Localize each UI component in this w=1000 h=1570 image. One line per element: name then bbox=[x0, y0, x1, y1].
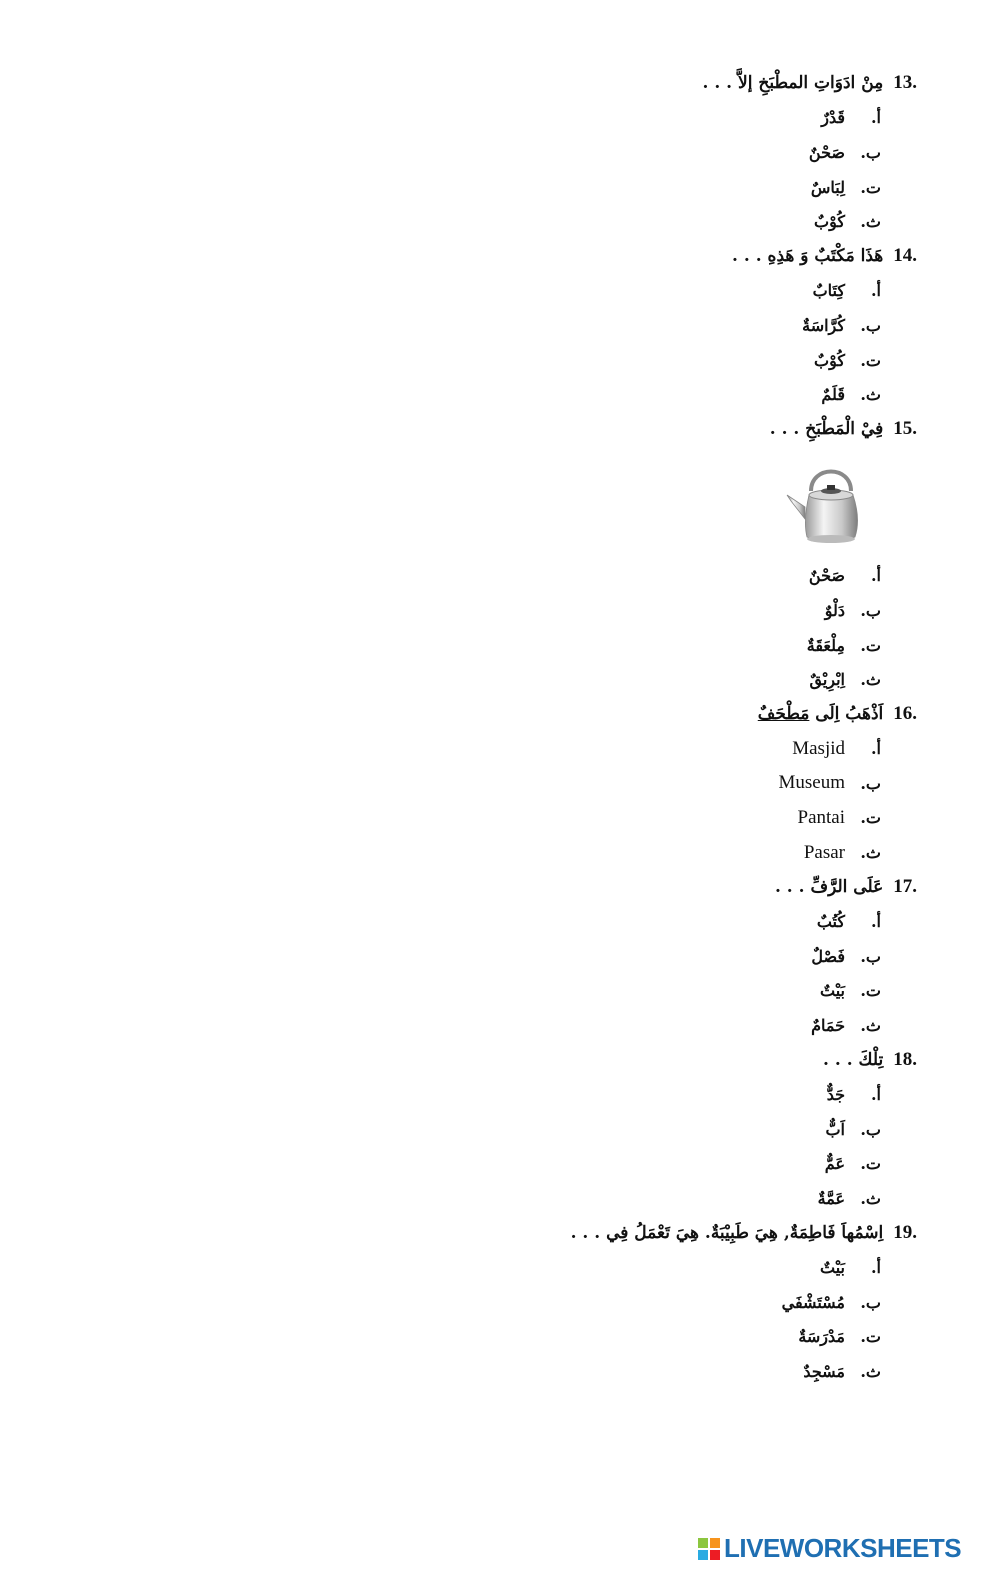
question-stem: هَذَا مَكْتَبٌ وَ هَذِهِ . . . bbox=[732, 246, 884, 267]
option-letter: ب. bbox=[860, 142, 881, 162]
question-number: 18. bbox=[893, 1049, 917, 1071]
answer-option[interactable] bbox=[397, 939, 917, 974]
answer-option[interactable] bbox=[397, 628, 917, 663]
option-text: اِبْرِيْقٌ bbox=[809, 670, 845, 690]
answer-option[interactable] bbox=[397, 1354, 917, 1389]
answer-option[interactable] bbox=[397, 1077, 917, 1112]
question-stem: مِنْ ادَوَاتِ المطْبَخِ إلاَّ . . . bbox=[702, 73, 884, 94]
option-letter: ب. bbox=[860, 1292, 881, 1312]
option-text: مَدْرَسَةٌ bbox=[798, 1327, 845, 1347]
question-stem: عَلَى الرَّفِّ . . . bbox=[774, 877, 884, 898]
question-13 bbox=[397, 66, 917, 101]
answer-option[interactable] bbox=[397, 204, 917, 239]
kettle-icon bbox=[783, 457, 875, 549]
option-text: مُسْتَشْفَي bbox=[781, 1292, 845, 1312]
option-text: Masjid bbox=[792, 737, 845, 759]
option-letter: ب. bbox=[860, 1119, 881, 1139]
answer-option[interactable] bbox=[397, 766, 917, 801]
answer-option[interactable] bbox=[397, 732, 917, 767]
logo-text: LIVEWORKSHEETS bbox=[724, 1533, 962, 1563]
option-text: كِتَابٌ bbox=[812, 281, 845, 301]
option-letter: ب. bbox=[860, 600, 881, 620]
question-number: 19. bbox=[893, 1222, 917, 1244]
option-letter: أ. bbox=[870, 1258, 881, 1278]
option-letter: ث. bbox=[860, 843, 881, 863]
option-text: مَسْجِدٌ bbox=[803, 1361, 845, 1381]
option-text: صَحْنٌ bbox=[808, 142, 845, 162]
question-stem: تِلْكَ . . . bbox=[823, 1050, 884, 1071]
option-letter: ث. bbox=[860, 1016, 881, 1036]
option-letter: أ. bbox=[870, 281, 881, 301]
option-letter: ت. bbox=[860, 1154, 881, 1174]
option-text: كُوْبٌ bbox=[814, 350, 845, 370]
answer-option[interactable] bbox=[397, 835, 917, 870]
answer-option[interactable] bbox=[397, 377, 917, 412]
question-number: 13. bbox=[893, 72, 917, 94]
option-text: Museum bbox=[778, 772, 845, 794]
stem-underlined-word: مَطْحَفٌ bbox=[757, 704, 810, 725]
option-letter: ث. bbox=[860, 212, 881, 232]
worksheet bbox=[397, 66, 917, 1389]
option-letter: ت. bbox=[860, 1327, 881, 1347]
stem-text: اَذْهَبُ اِلَى bbox=[815, 704, 884, 725]
option-text: عَمَّةٌ bbox=[817, 1189, 845, 1209]
answer-option[interactable] bbox=[397, 559, 917, 594]
answer-option[interactable] bbox=[397, 1285, 917, 1320]
option-text: حَمَامٌ bbox=[811, 1016, 845, 1036]
answer-option[interactable] bbox=[397, 904, 917, 939]
answer-option[interactable] bbox=[397, 1008, 917, 1043]
option-letter: ب. bbox=[860, 315, 881, 335]
option-text: فَصْلٌ bbox=[811, 946, 845, 966]
question-stem bbox=[758, 704, 884, 724]
question-number: 16. bbox=[893, 703, 917, 725]
answer-option[interactable] bbox=[397, 308, 917, 343]
question-number: 17. bbox=[893, 876, 917, 898]
answer-option[interactable] bbox=[397, 135, 917, 170]
option-letter: ث. bbox=[860, 385, 881, 405]
option-text: عَمٌّ bbox=[824, 1154, 845, 1174]
option-text: دَلْوٌ bbox=[824, 600, 845, 620]
option-letter: أ. bbox=[870, 739, 881, 759]
question-number: 15. bbox=[893, 418, 917, 440]
option-letter: أ. bbox=[870, 108, 881, 128]
answer-option[interactable] bbox=[397, 801, 917, 836]
answer-option[interactable] bbox=[397, 170, 917, 205]
option-text: كُرَّاسَةٌ bbox=[802, 315, 845, 335]
answer-option[interactable] bbox=[397, 101, 917, 136]
option-text: Pantai bbox=[797, 806, 845, 828]
question-17 bbox=[397, 870, 917, 905]
option-letter: ب. bbox=[860, 773, 881, 793]
question-19 bbox=[397, 1216, 917, 1251]
option-text: لِبَاسٌ bbox=[810, 177, 845, 197]
liveworksheets-logo bbox=[698, 1533, 961, 1564]
answer-option[interactable] bbox=[397, 662, 917, 697]
option-letter: ب. bbox=[860, 946, 881, 966]
option-letter: ت. bbox=[860, 177, 881, 197]
option-text: قَدْرٌ bbox=[821, 108, 845, 128]
question-15 bbox=[397, 412, 917, 447]
option-letter: أ. bbox=[870, 1085, 881, 1105]
option-letter: ث. bbox=[860, 1189, 881, 1209]
option-letter: ث. bbox=[860, 1361, 881, 1381]
kettle-image bbox=[397, 447, 917, 559]
answer-option[interactable] bbox=[397, 1181, 917, 1216]
answer-option[interactable] bbox=[397, 1147, 917, 1182]
option-text: كُوْبٌ bbox=[814, 212, 845, 232]
question-number: 14. bbox=[893, 245, 917, 267]
option-text: بَيْتٌ bbox=[820, 981, 845, 1001]
option-text: صَحْنٌ bbox=[808, 566, 845, 586]
answer-option[interactable] bbox=[397, 1250, 917, 1285]
logo-squares-icon bbox=[698, 1538, 720, 1560]
answer-option[interactable] bbox=[397, 274, 917, 309]
option-letter: أ. bbox=[870, 912, 881, 932]
answer-option[interactable] bbox=[397, 593, 917, 628]
option-letter: ت. bbox=[860, 635, 881, 655]
option-letter: ث. bbox=[860, 670, 881, 690]
option-text: اَبٌّ bbox=[825, 1119, 845, 1139]
option-text: مِلْعَقَةٌ bbox=[806, 635, 845, 655]
answer-option[interactable] bbox=[397, 974, 917, 1009]
question-14 bbox=[397, 239, 917, 274]
answer-option[interactable] bbox=[397, 1320, 917, 1355]
option-text: قَلَمٌ bbox=[821, 385, 845, 405]
question-18 bbox=[397, 1043, 917, 1078]
answer-option[interactable] bbox=[397, 343, 917, 378]
question-stem: اِسْمُهاَ فَاطِمَةٌ, هِيَ طَبِيْبَةٌ. هِيَ تَعْمَلُ فِي . . . bbox=[570, 1223, 884, 1244]
option-letter: ت. bbox=[860, 981, 881, 1001]
answer-option[interactable] bbox=[397, 1112, 917, 1147]
question-16 bbox=[397, 697, 917, 732]
option-text: كُتُبٌ bbox=[816, 912, 845, 932]
option-letter: أ. bbox=[870, 566, 881, 586]
option-text: بَيْتٌ bbox=[820, 1258, 845, 1278]
option-text: جَدٌّ bbox=[826, 1085, 845, 1105]
option-letter: ت. bbox=[860, 350, 881, 370]
option-text: Pasar bbox=[803, 841, 845, 863]
question-stem: فِيْ الْمَطْبَخِ . . . bbox=[769, 419, 884, 440]
option-letter: ت. bbox=[860, 808, 881, 828]
